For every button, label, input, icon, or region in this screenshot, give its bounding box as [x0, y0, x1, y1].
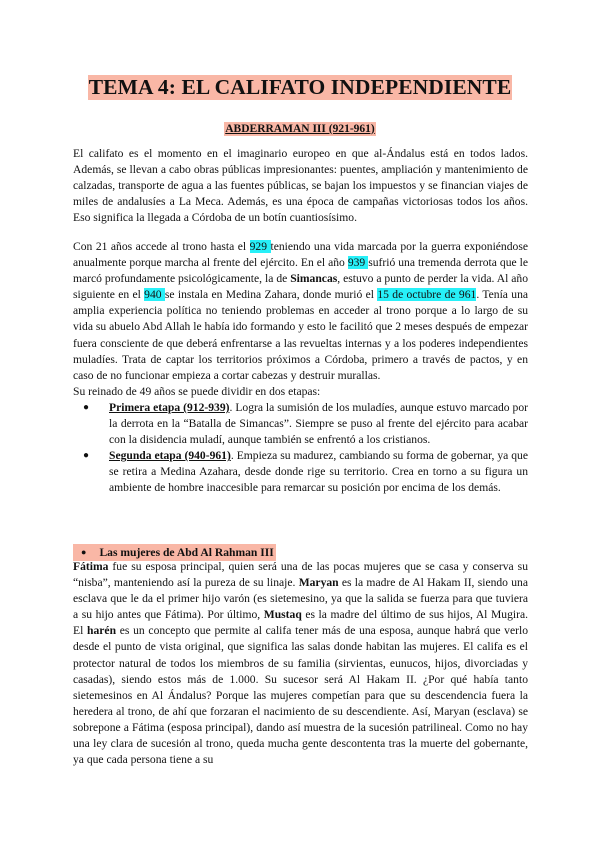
section-subtitle: ABDERRAMAN III (921-961) [225, 123, 375, 135]
reign-section [73, 239, 528, 497]
highlight-date-940: 940 [144, 288, 165, 302]
reign-paragraph: Con 21 años accede al trono hasta el 929 teniendo una vida marcada por la guerra exponiéndose anualmente porque marcha al frente del ejército. En el año 939 sufrió una tremenda derrota que le marcó profundamente psicológicamente, la de Simancas, estuvo a punto de perder la vida. Al año siguiente en el 940 se instala en Medina Zahara, donde murió el 15 de octubre de 961. Tenía una amplia experiencia política no teniendo problemas en acceder al trono porque a lo largo de su vida su abuelo Abd Allah le había ido formando y esto le facilitó que 2 meses después de empezar fuera consciente de que deberá enfrentarse a las revueltas internas y a los poderes independientes muladíes. Trata de captar los territorios próximos a Córdoba, primero a través de pactos, y en caso de no funcionar empieza a cortar cabezas y destruir murallas. [73, 240, 529, 382]
document-title: TEMA 4: EL CALIFATO INDEPENDIENTE [88, 75, 512, 99]
highlight-date-939: 939 [347, 256, 369, 270]
highlight-date-929: 929 [249, 240, 271, 253]
intro-paragraph: El califato es el momento en el imaginario europeo en que al-Ándalus está en todos lados. Además, se llevan a cabo obras públicas impresionantes: puentes, ampliación y mantenimiento de calzadas, transporte de agua a las fuentes públicas, se bajan los impuestos y se financian viajes de miles de andalusíes a La Meca. Además, es una época de campañas victoriosas todos los años. Eso significa la llegada a Córdoba de un botín cuantiosísimo. [73, 147, 528, 225]
list-item: ● Segunda etapa (940-961). Empieza su madurez, cambiando su forma de gobernar, ya que se retira a Medina Azahara, desde donde rige su territorio. Crea en torno a su figura un ambiente de hombre inaccesible para remarcar su posición por encima de los demás. [109, 448, 528, 496]
stage-heading: Primera etapa (912-939) [109, 400, 230, 414]
stages-intro: Su reinado de 49 años se puede dividir en dos etapas: [73, 384, 321, 398]
bullet-icon: ● [81, 547, 87, 557]
highlight-date-961: 15 de octubre de 961 [377, 288, 477, 302]
stage-heading: Segunda etapa (940-961) [109, 449, 231, 463]
stages-list [73, 400, 528, 497]
section-heading: ● Las mujeres de Abd Al Rahman III [73, 544, 276, 561]
women-paragraph: Fátima fue su esposa principal, quien será una de las pocas mujeres que se casa y conserva su “nisba”, manteniendo así la pureza de su linaje. Maryan es la madre de Al Hakam II, siendo una esclava que le da el primer hijo varón (es sietemesino, ya que la salida se fuerza para que tuviera a su hijo antes que Fátima). Por último, Mustaq es la madre del último de sus hijos, Al Mugira. El harén es un concepto que permite al califa tener más de una esposa, aunque habrá que verlo desde el punto de vista original, que significa las salas donde habitan las mujeres. El califa es el protector natural de todos los miembros de su familia (sirvientas, eunucos, hijos, divorciadas y casadas), siendo estos más de 1.000. Su sucesor será Al Hakam II. ¿Por qué había tanto sietemesinos en Al Ándalus? Porque las mujeres competían para que su descendencia fuera la heredera al trono, de ahí que forzaran el nacimiento de su descendiente. Así, Maryan (esclava) se sobrepone a Fátima (esposa principal), dando así muestra de la sucesión patrilineal. Como no hay una ley clara de sucesión al trono, queda mucha gente descontenta tras la muerte del gobernante, ya que cada persona tiene a su [73, 560, 529, 767]
list-item: ● Primera etapa (912-939). Logra la sumisión de los muladíes, aunque estuvo marcado por la derrota en la “Batalla de Simancas”. Siempre se puso al frente del ejército para acabar con la disidencia muladí, aunque también se enfrentó a los cristianos. [109, 400, 528, 448]
